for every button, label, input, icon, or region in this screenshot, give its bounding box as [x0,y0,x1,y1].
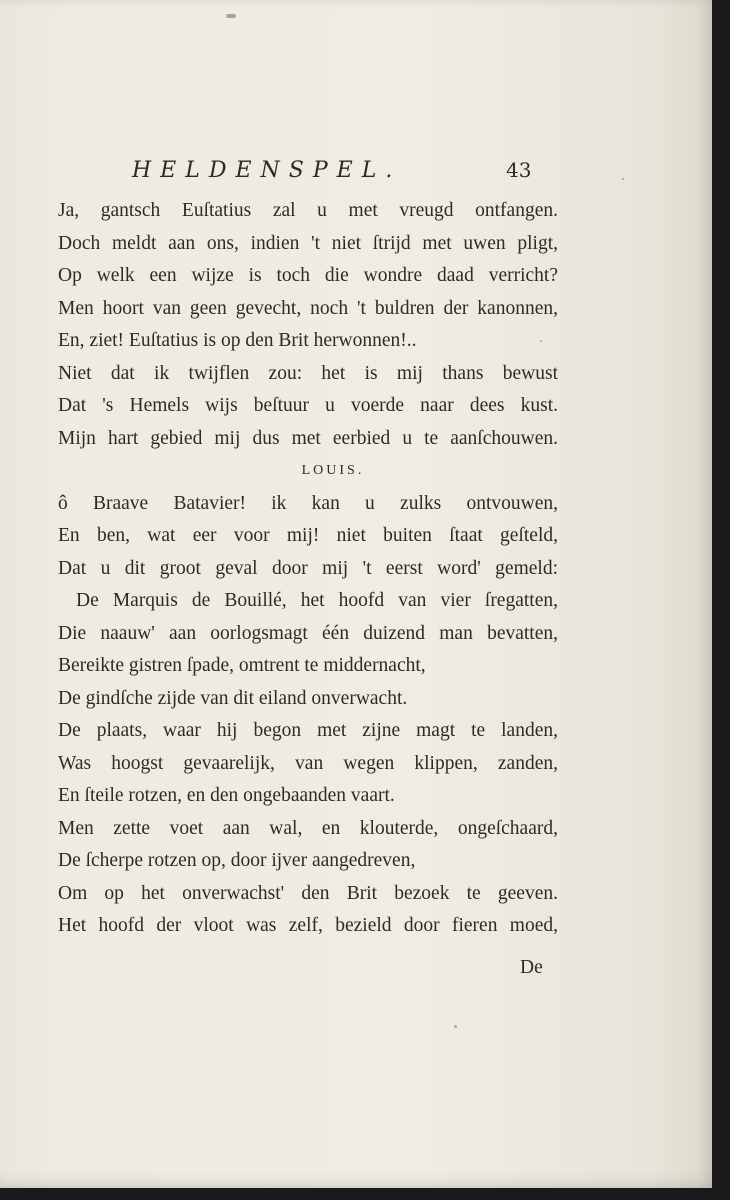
verse-line: Ja, gantsch Euſtatius zal u met vreugd ontfangen. [58,200,558,221]
page-number: 43 [506,158,532,182]
verse-line: Die naauw' aan oorlogsmagt één duizend man bevatten, [58,622,558,644]
paper-speck [226,14,236,18]
poem-text [58,195,558,943]
verse-line: Dat u dit groot geval door mij 't eerst word' gemeld: [58,557,558,579]
scan-border-right [712,0,730,1200]
verse-line: Men zette voet aan wal, en klouterde, ongeſchaard, [58,817,558,839]
verse-line: Mijn hart gebied mij dus met eerbied u te aanſchouwen. [58,427,558,449]
speaker-name: LOUIS. [301,463,365,478]
verse-line: Dat 's Hemels wijs beſtuur u voerde naar dees kust. [58,395,558,416]
verse-line: ô Braave Batavier! ik kan u zulks ontvouwen, [58,492,558,514]
catchword: De [520,957,543,978]
running-head: HELDENSPEL. [132,158,402,183]
verse-line: En ſteile rotzen, en den ongebaanden vaart. [58,785,395,806]
paper-speck [454,1025,457,1028]
verse-line: De ſcherpe rotzen op, door ijver aangedreven, [58,850,416,871]
paper-speck [622,178,624,180]
verse-line: Niet dat ik twijflen zou: het is mij thans bewust [58,362,558,384]
verse-line: Was hoogst gevaarelijk, van wegen klippen, zanden, [58,752,558,774]
verse-line: En ben, wat eer voor mij! niet buiten ſtaat geſteld, [58,525,558,546]
scan-border-bottom [0,1188,730,1200]
verse-line: En, ziet! Euſtatius is op den Brit herwonnen!.. [58,330,417,351]
verse-line: Om op het onverwachst' den Brit bezoek te geeven. [58,882,558,904]
verse-line: De plaats, waar hij begon met zijne magt te landen, [58,720,558,741]
verse-line: De gindſche zijde van dit eiland onverwacht. [58,687,408,709]
paper-speck [540,340,542,342]
verse-line: Doch meldt aan ons, indien 't niet ſtrijd met uwen pligt, [58,232,558,254]
verse-line: Bereikte gistren ſpade, omtrent te middernacht, [58,655,426,676]
verse-line: Op welk een wijze is toch die wondre daad verricht? [58,265,558,286]
verse-line: De Marquis de Bouillé, het hoofd van vier ſregatten, [76,590,558,611]
verse-line: Men hoort van geen gevecht, noch 't buldren der kanonnen, [58,297,558,319]
verse-line: Het hoofd der vloot was zelf, bezield door fieren moed, [58,915,558,936]
